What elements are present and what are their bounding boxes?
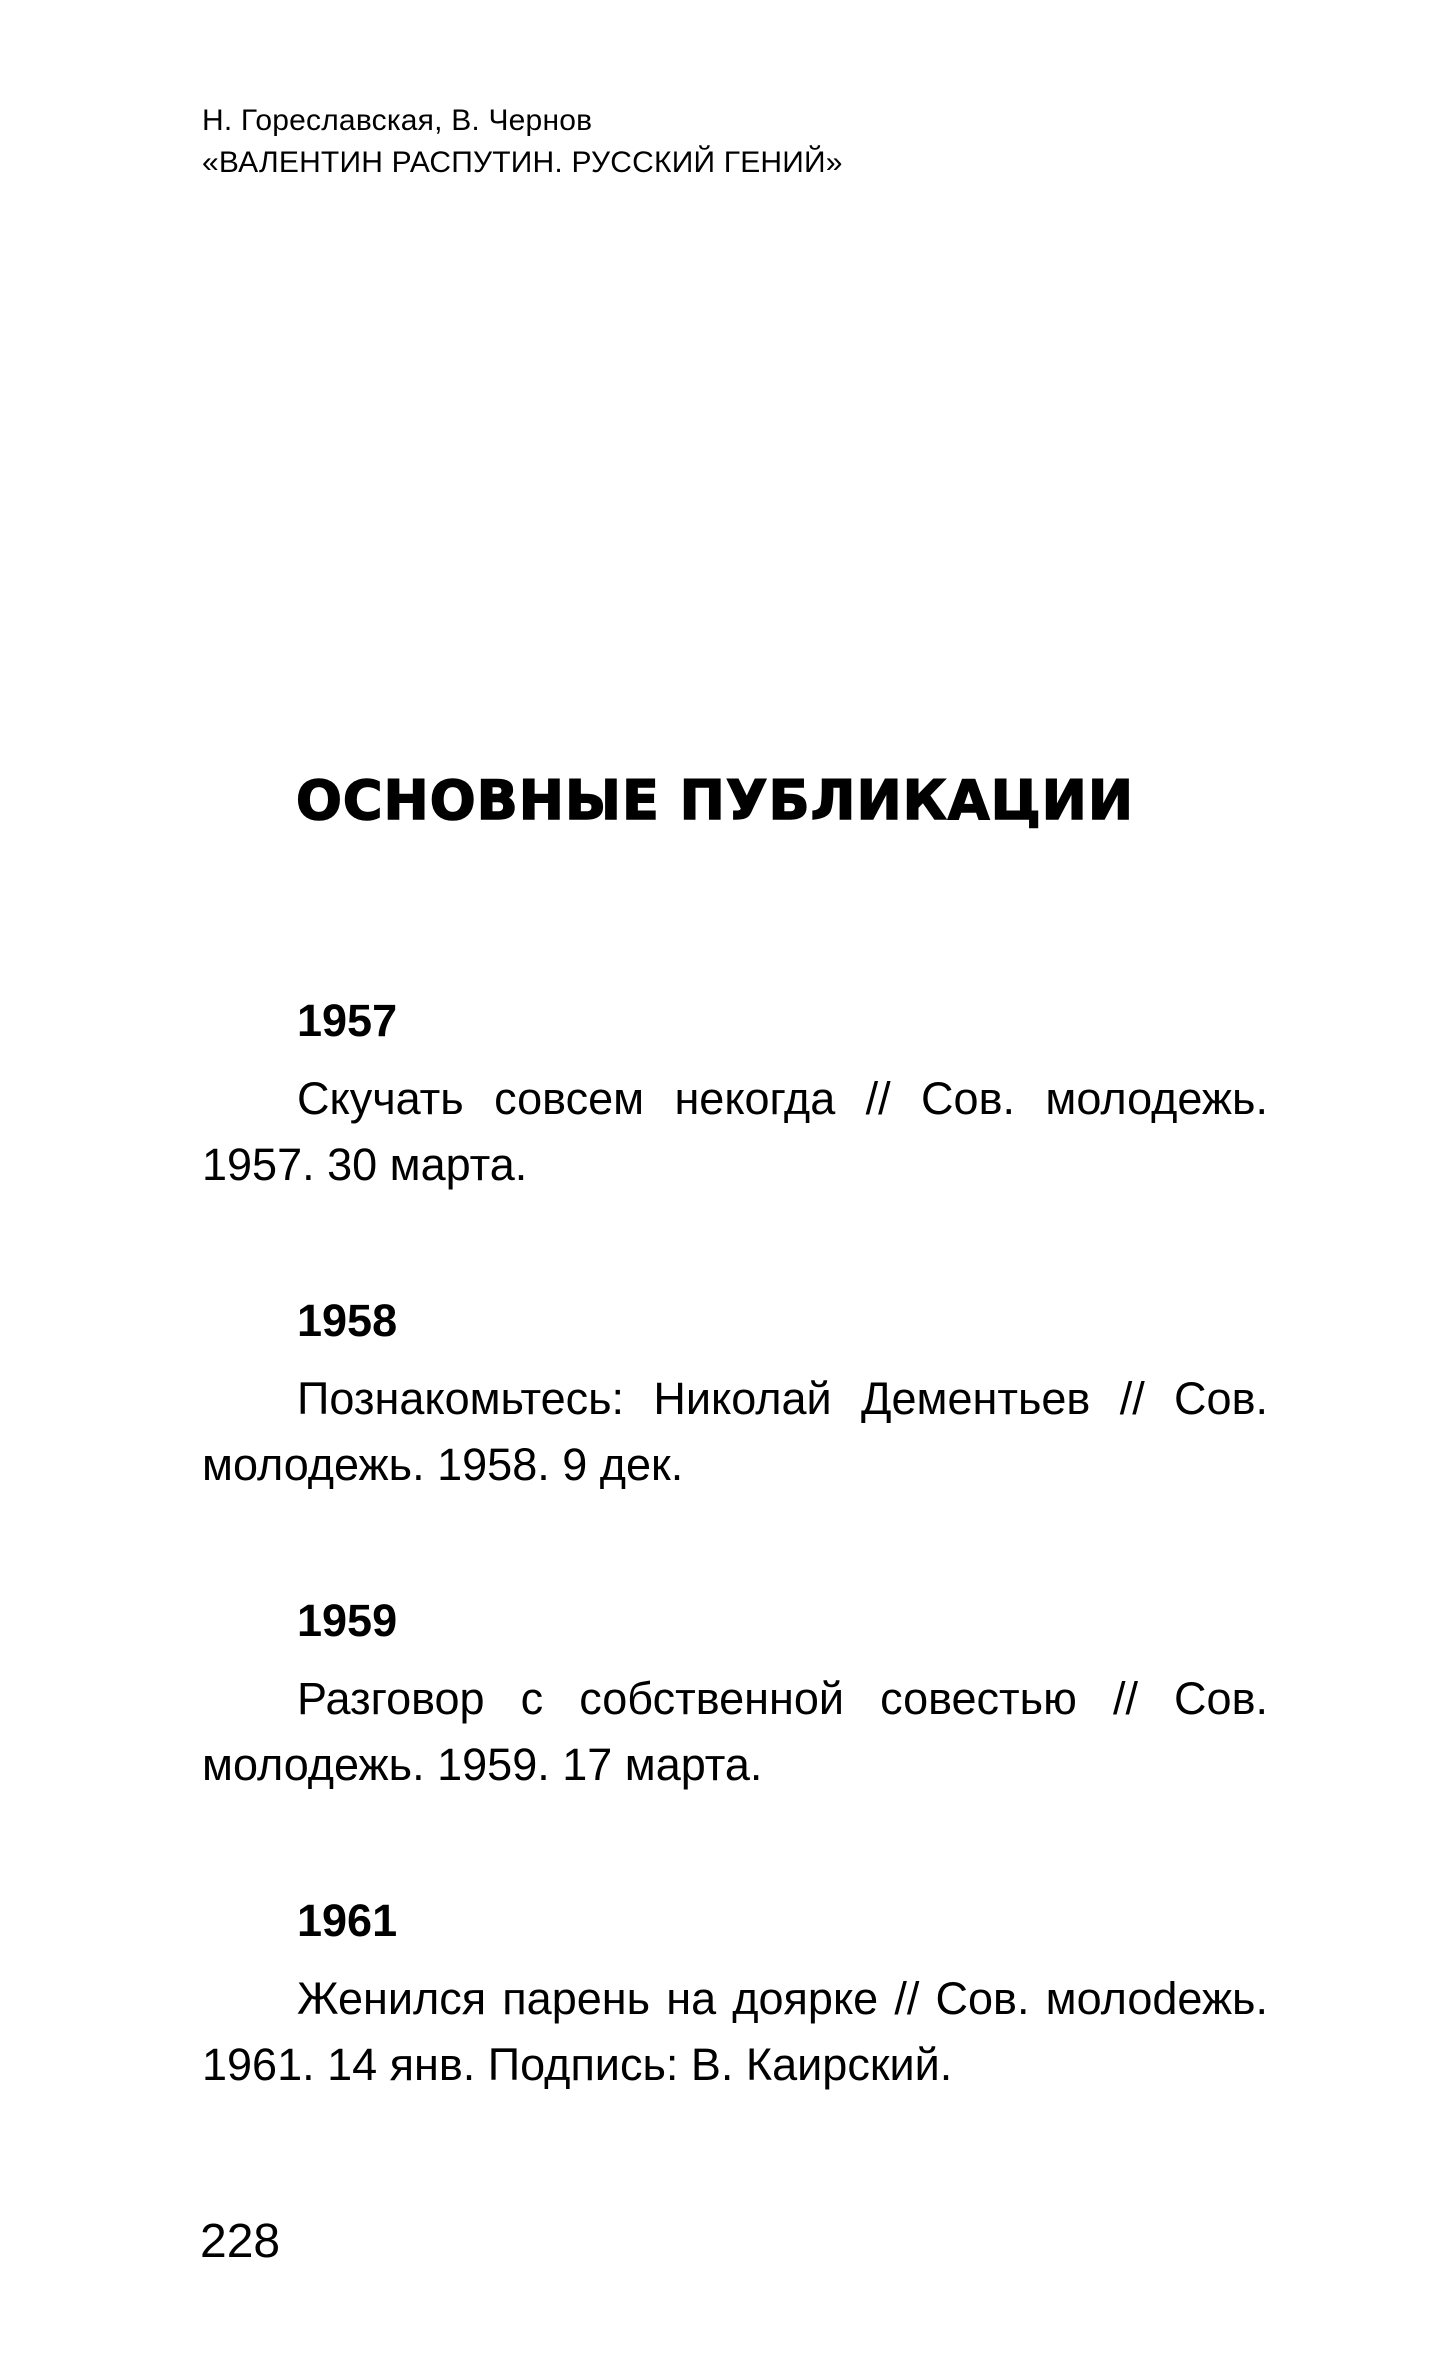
publication-year: 1958 bbox=[297, 1295, 398, 1346]
publication-text: Познакомьтесь: Николай Дементьев // Сов. молодежь. 1958. 9 дек. bbox=[202, 1373, 1268, 1490]
publication-text: Разговор с собственной совестью // Сов. молодежь. 1959. 17 марта. bbox=[202, 1673, 1268, 1790]
page-number: 228 bbox=[200, 2215, 281, 2268]
running-head bbox=[202, 100, 843, 184]
publications-list bbox=[202, 988, 1268, 2098]
publication-year: 1961 bbox=[297, 1895, 398, 1946]
running-head-book-title: «ВАЛЕНТИН РАСПУТИН. РУССКИЙ ГЕНИЙ» bbox=[202, 146, 843, 179]
publication-text: Женился парень на доярке // Сов. молоdежь. 1961. 14 янв. Подпись: В. Каирский. bbox=[202, 1973, 1268, 2090]
publication-entry bbox=[202, 1288, 1268, 1498]
section-title: ОСНОВНЫЕ ПУБЛИКАЦИИ bbox=[296, 769, 1135, 832]
publication-entry bbox=[202, 988, 1268, 1198]
publication-year: 1959 bbox=[297, 1595, 398, 1646]
publication-entry bbox=[202, 1588, 1268, 1798]
running-head-authors: Н. Гореславская, В. Чернов bbox=[202, 104, 593, 137]
publication-entry bbox=[202, 1888, 1268, 2098]
publication-year: 1957 bbox=[297, 995, 398, 1046]
publication-text: Скучать совсем некогда // Сов. молодежь. 1957. 30 марта. bbox=[202, 1073, 1268, 1190]
